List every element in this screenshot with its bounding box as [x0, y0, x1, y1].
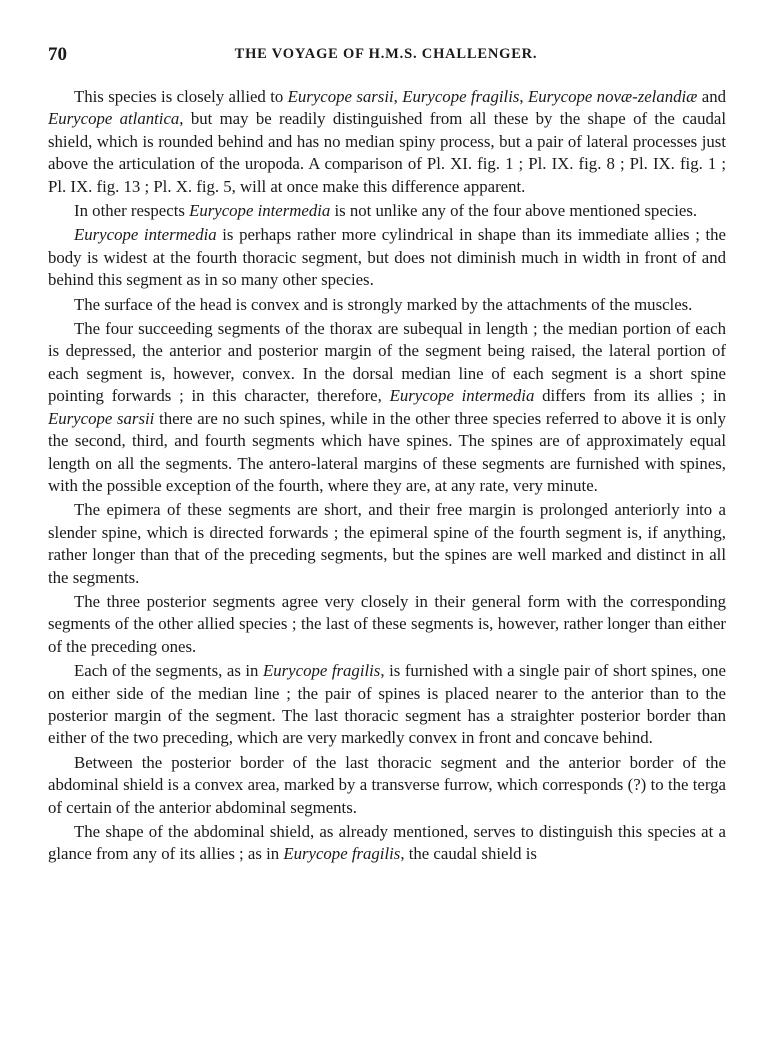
paragraph	[48, 200, 726, 222]
text-run: and	[697, 87, 726, 106]
text-run: The shape of the abdominal shield, as already mentioned, serves to distinguish this species at a glance from any of its allies ; as in	[48, 822, 726, 864]
paragraph	[48, 591, 726, 658]
text-run: The three posterior segments agree very closely in their general form with the corresponding segments of the other allied species ; the last of these segments is, however, rather longer than either of the preceding ones.	[48, 591, 726, 656]
running-head: THE VOYAGE OF H.M.S. CHALLENGER.	[234, 46, 538, 62]
text-run: , but may be readily distinguished from all these by the shape of the caudal shield, which is rounded behind and has no median spiny process, but a pair of lateral processes just above the articulation of the uropoda. A comparison of Pl. XI. fig. 1 ; Pl. IX. fig. 8 ; Pl. IX. fig. 1 ; Pl. IX. fig. 13 ; Pl. X. fig. 5, will at once make this difference apparent.	[48, 109, 726, 196]
species-name: Eurycope novæ-zelandiæ	[528, 87, 698, 106]
paragraph	[48, 318, 726, 497]
text-run: The four succeeding segments of the thorax are subequal in length ; the median portion of each is depressed, the anterior and posterior margin of the segment being raised, the lateral portion of each segment is, however, convex. In the dorsal median line of each segment is a short spine pointing forwards ; in this character, therefore,	[48, 319, 726, 406]
species-name: Eurycope sarsii	[48, 408, 155, 428]
paragraph	[48, 224, 726, 291]
species-name: Eurycope fragilis	[263, 661, 381, 681]
text-run: Each of the segments, as in	[74, 661, 263, 681]
species-name: Eurycope intermedia	[189, 201, 331, 221]
text-run: is perhaps rather more cylindrical in shape than its immediate allies ; the body is widest at the fourth thoracic segment, but does not diminish much in width in front of and behind this segment as in so many other species.	[48, 225, 726, 290]
text-run: In other respects	[74, 201, 190, 221]
text-run: The epimera of these segments are short, and their free margin is prolonged anteriorly into a slender spine, which is directed forwards ; the epimeral spine of the fourth segment is, if anything, rather longer than that of the preceding segments, but the spines are well marked and distinct in all the segments.	[48, 500, 726, 587]
text-run: differs from its allies ; in	[534, 386, 726, 406]
species-name: Eurycope atlantica	[48, 109, 180, 129]
paragraph	[48, 660, 726, 750]
text-run: there are no such spines, while in the other three species referred to above it is only the second, third, and fourth segments which have spines. The spines are of approximately equal length on all the segments. The antero-lateral margins of these segments are furnished with spines, with the possible exception of the fourth, where they are, at any rate, very minute.	[48, 408, 726, 495]
species-name: Eurycope fragilis	[283, 844, 401, 864]
text-run: , the caudal shield is	[400, 844, 537, 864]
text-run: ,	[393, 87, 403, 106]
paragraph	[48, 752, 726, 819]
text-run: , is furnished with a single pair of short spines, one on either side of the median line ; the pair of spines is placed nearer to the anterior than to the posterior margin of the segment. The last thoracic segment has a straighter posterior border than either of the two preceding, which are very markedly convex in front and concave behind.	[48, 661, 726, 748]
text-run: ,	[519, 87, 528, 106]
species-name: Eurycope intermedia	[74, 225, 217, 245]
paragraph	[48, 86, 726, 198]
species-name: Eurycope fragilis	[402, 87, 520, 106]
species-name: Eurycope intermedia	[389, 386, 535, 406]
page-header	[48, 44, 724, 70]
text-run: Between the posterior border of the last thoracic segment and the anterior border of the abdominal shield is a convex area, marked by a transverse furrow, which corresponds (?) to the terga of certain of the anterior abdominal segments.	[48, 752, 726, 817]
text-run: This species is closely allied to	[74, 87, 288, 106]
page-number: 70	[48, 44, 67, 65]
paragraph	[48, 499, 726, 589]
text-run: is not unlike any of the four above mentioned species.	[330, 201, 698, 221]
text-run: The surface of the head is convex and is strongly marked by the attachments of the muscles.	[74, 294, 693, 314]
body-text	[48, 86, 726, 868]
paragraph	[48, 821, 726, 866]
paragraph	[48, 294, 726, 316]
species-name: Eurycope sarsii	[287, 87, 394, 106]
